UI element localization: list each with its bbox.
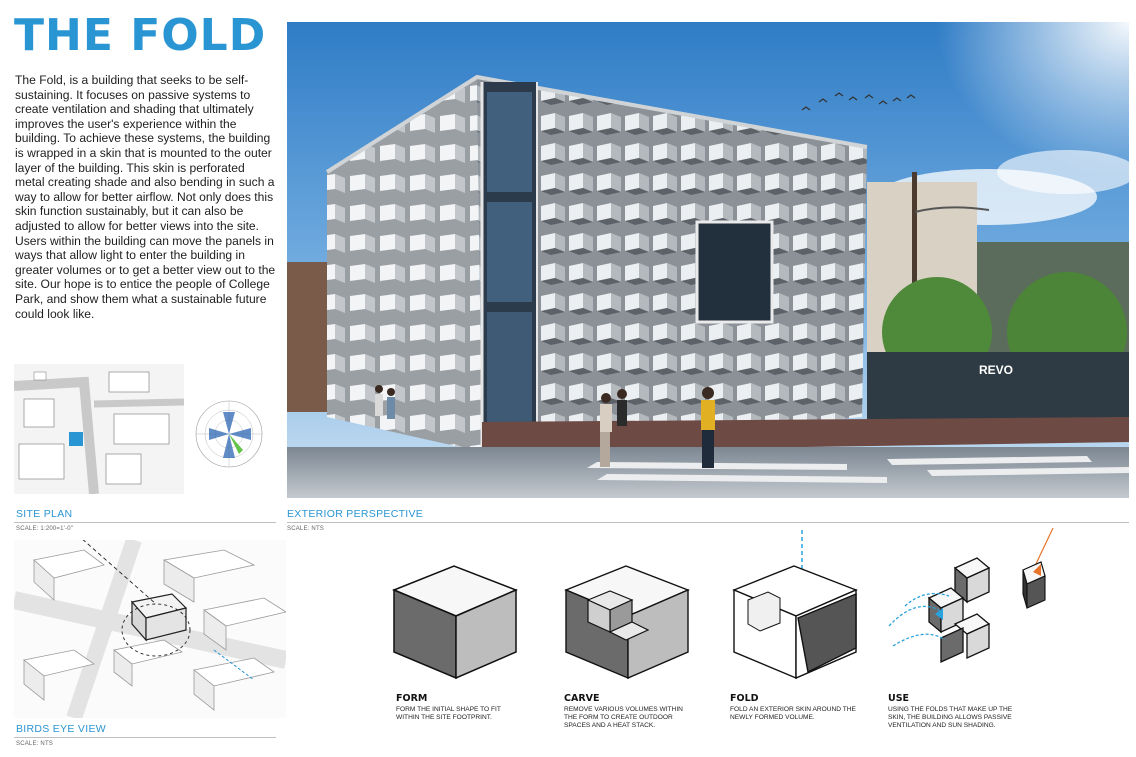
carve-description: REMOVE VARIOUS VOLUMES WITHIN THE FORM TO CREATE OUTDOOR SPACES AND A HEAT STACK.: [564, 706, 683, 729]
site-plan-scale: SCALE: 1:200=1'-0": [16, 526, 74, 532]
carve-diagram: [560, 560, 694, 684]
fold-description: FOLD AN EXTERIOR SKIN AROUND THE NEWLY FORMED VOLUME.: [730, 706, 856, 721]
form-description: FORM THE INITIAL SHAPE TO FIT WITHIN THE SITE FOOTPRINT.: [396, 706, 501, 721]
carve-title: CARVE: [564, 693, 600, 704]
use-diagram: [885, 528, 1060, 684]
use-description: USING THE FOLDS THAT MAKE UP THE SKIN, THE BUILDING ALLOWS PASSIVE VENTILATION AND SUN SHADING.: [888, 706, 1013, 729]
storefront-sign: REVO: [979, 363, 1014, 377]
use-title: USE: [888, 693, 910, 704]
form-diagram: [388, 560, 522, 684]
birds-eye-view-drawing: [14, 540, 286, 718]
exterior-perspective-label: EXTERIOR PERSPECTIVE: [287, 508, 424, 520]
form-title: FORM: [396, 693, 428, 704]
exterior-perspective-scale: SCALE: NTS: [287, 526, 325, 532]
site-plan-drawing: [14, 364, 184, 494]
intro-paragraph: The Fold, is a building that seeks to be self-sustaining. It focuses on passive systems to create ventilation and shading that ultimately improves the user's experience within the building. To achieve these systems, the building is wrapped in a skin that is mounted to the outer layer of the building. This skin is perforated metal creating shade and also bending in such a way to allow for better airflow. Not only does this skin function sustainably, but it can also be adjusted to allow for better views into the site. Users within the building can move the panels in ways that allow light to enter the building in greater volumes or to get a better view out to the site. Our hope is to entice the people of College Park, and show them what a sustainable future could look like.: [15, 73, 276, 321]
birds-eye-view-rule: [14, 737, 276, 738]
site-plan-label: SITE PLAN: [16, 508, 73, 520]
site-plan-rule: [14, 522, 276, 523]
birds-eye-view-label: BIRDS EYE VIEW: [16, 723, 106, 735]
fold-title: FOLD: [730, 693, 759, 704]
wind-rose-diagram: [193, 398, 265, 470]
fold-diagram: [728, 528, 862, 684]
exterior-perspective-render: [287, 22, 1129, 498]
exterior-perspective-rule: [287, 522, 1129, 523]
page-title: THE FOLD: [14, 10, 267, 61]
birds-eye-view-scale: SCALE: NTS: [16, 741, 54, 747]
